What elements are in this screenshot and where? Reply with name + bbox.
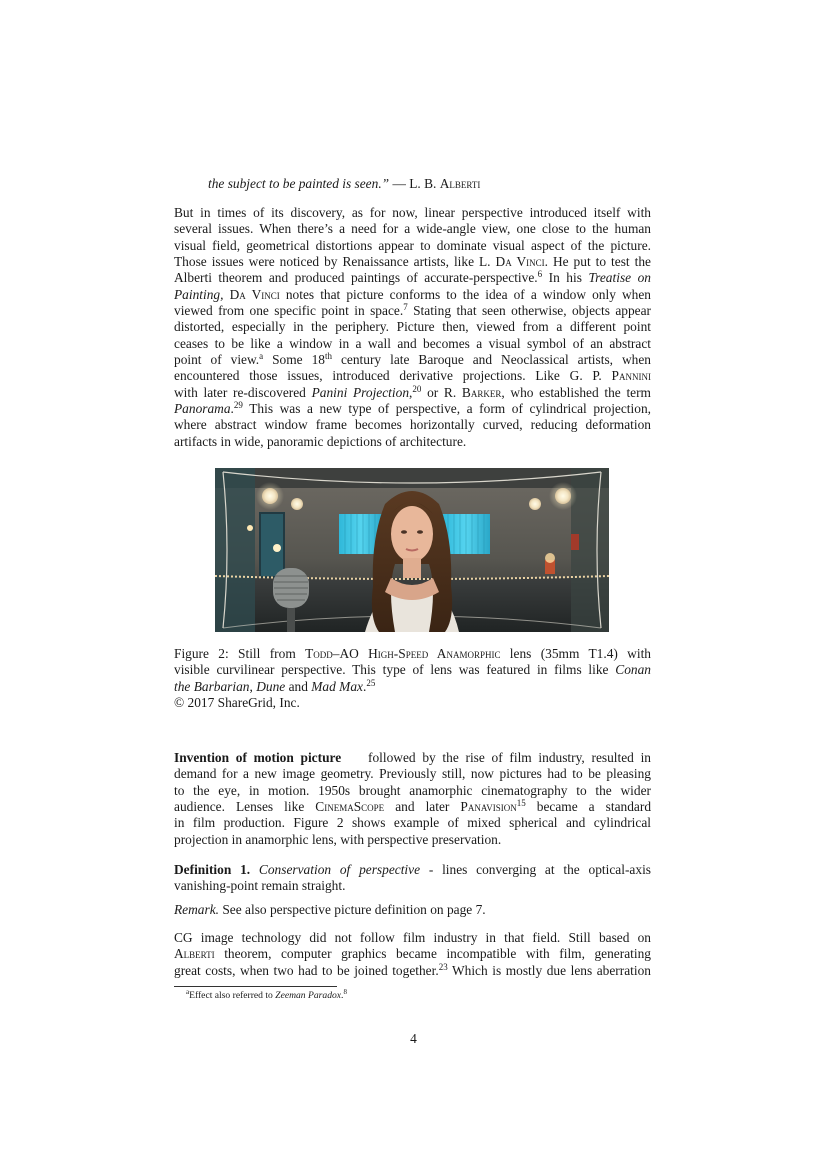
film-title: Conan <box>615 662 651 678</box>
panavision-name: Panavision <box>460 799 517 815</box>
definition-term: Conservation of perspective <box>258 862 421 877</box>
paragraph-line: distorted, especially in the periphery. Picture then, viewed from a different point <box>174 319 651 335</box>
paragraph-line: artifacts in wide, panoramic depictions of architecture. <box>174 433 467 449</box>
quote-text: the subject to be painted is seen.” <box>208 176 390 191</box>
paragraph-line: ceases to be like a window in a wall and becomes a visual symbol of an abstract <box>174 335 651 351</box>
barker-name: Barker <box>461 384 502 400</box>
quote-author-name: Alberti <box>439 176 481 191</box>
remark: Remark. See also perspective picture definition on page 7. <box>174 902 486 917</box>
paragraph-line: Panorama.$^{29}$ This was a new type of perspective, a form of cylindrical projection, <box>174 401 651 417</box>
reference-superscript: 15 <box>516 799 526 809</box>
definition-label: Definition 1. <box>174 862 251 877</box>
da-vinci-name: Da Vinci <box>495 254 545 270</box>
footnote-rule <box>174 986 337 987</box>
anamorphic-lens-still <box>215 468 609 632</box>
reference-superscript: 25 <box>366 677 376 688</box>
paragraph-heading: Invention of motion picture <box>174 750 342 765</box>
reference-superscript: 7 <box>403 303 408 313</box>
perspective-paragraph <box>174 205 651 450</box>
pannini-name: Pannini <box>611 368 651 384</box>
figure-caption: Figure 2: Still from Todd–AO High-Speed Anamorphic lens (35mm T1.4) with visible curvilinear perspective. This type of lens was featured in films like Conan the Barbarian, Dune and Mad Max.$^{25}$ © 2017 ShareGrid, Inc. <box>174 646 651 711</box>
paragraph-line: viewed from one specific point in space.$^7$ Stating that seen otherwise, objects appear <box>174 303 651 319</box>
paragraph-line: But in times of its discovery, as for now, linear perspective introduced itself with <box>174 205 651 220</box>
alberti-quote <box>208 176 651 192</box>
remark-label: Remark. <box>174 902 219 917</box>
lens-name: Todd–AO High-Speed Anamorphic <box>305 646 501 661</box>
reference-superscript: 29 <box>233 401 243 411</box>
reference-superscript: 6 <box>537 270 543 280</box>
cinemascope-name: CinemaScope <box>315 799 385 815</box>
paragraph-line: where abstract window frame becomes horizontally curved, reducing deformation <box>174 417 651 433</box>
footnote-marker: a <box>259 352 264 362</box>
paragraph-line: point of view.$^a$ Some 18th century late Baroque and Neoclassical artists, when <box>174 352 651 368</box>
footnote: $^a$Effect also referred to Zeeman Paradox.$^8$ <box>186 988 347 1001</box>
paragraph-line: visual field, geometrical distortions appear to dominate visual aspect of the picture. <box>174 237 651 253</box>
paragraph-line: Painting, Da Vinci notes that picture conforms to the idea of a window only when <box>174 286 651 302</box>
quote-dash: — <box>392 176 406 191</box>
definition-1: Definition 1. Conservation of perspective - lines converging at the optical-axis vanishing-point remain straight. <box>174 862 651 894</box>
image-copyright: © 2017 ShareGrid, Inc. <box>174 695 300 711</box>
footnote-marker: a <box>186 988 190 996</box>
reference-superscript: 23 <box>438 962 448 972</box>
paragraph-line: encountered those issues, introduced derivative projections. Like G. P. Pannini <box>174 368 651 384</box>
paragraph-line: Those issues were noticed by Renaissance artists, like L. Da Vinci. He put to test the <box>174 254 651 270</box>
paragraph-line: Alberti theorem and produced paintings of accurate-perspective.$^6$ In his Treatise on <box>174 270 651 286</box>
paragraph-line: several issues. When there’s a need for a wide-angle view, one close to the human <box>174 221 651 237</box>
reference-superscript: 20 <box>412 384 422 394</box>
film-still-image <box>215 468 609 632</box>
da-vinci-name: Da Vinci <box>229 286 280 302</box>
reference-superscript: 8 <box>343 988 347 996</box>
page-number: 4 <box>410 1031 417 1046</box>
film-title: the Barbarian <box>174 678 250 694</box>
motion-picture-paragraph: Invention of motion picture followed by the rise of film industry, resulted in demand for a new image geometry. Previously still, now pictures had to be pleasing to the eye, in motion. 1950s brought anamorphic cinematography to the wider audience. Lenses like CinemaScope and later Panavision$^{15}$ became a standard in film production. Figure 2 shows example of mixed spherical and cylindrical projection in anamorphic lens, with perspective preservation. <box>174 750 651 847</box>
paragraph-line: with later re-discovered Panini Projection,$^{20}$ or R. Barker, who established the term <box>174 384 651 400</box>
film-title: Mad Max <box>311 678 363 694</box>
alberti-name: Alberti <box>174 946 215 962</box>
cg-paragraph: CG image technology did not follow film industry in that field. Still based on Alberti theorem, computer graphics became incompatible with film, generating great costs, when two had to be joined together.$^{23}$ Which is mostly due lens aberration <box>174 930 651 978</box>
film-title: Dune <box>256 678 286 694</box>
quote-author-initials: L. B. <box>409 176 437 191</box>
